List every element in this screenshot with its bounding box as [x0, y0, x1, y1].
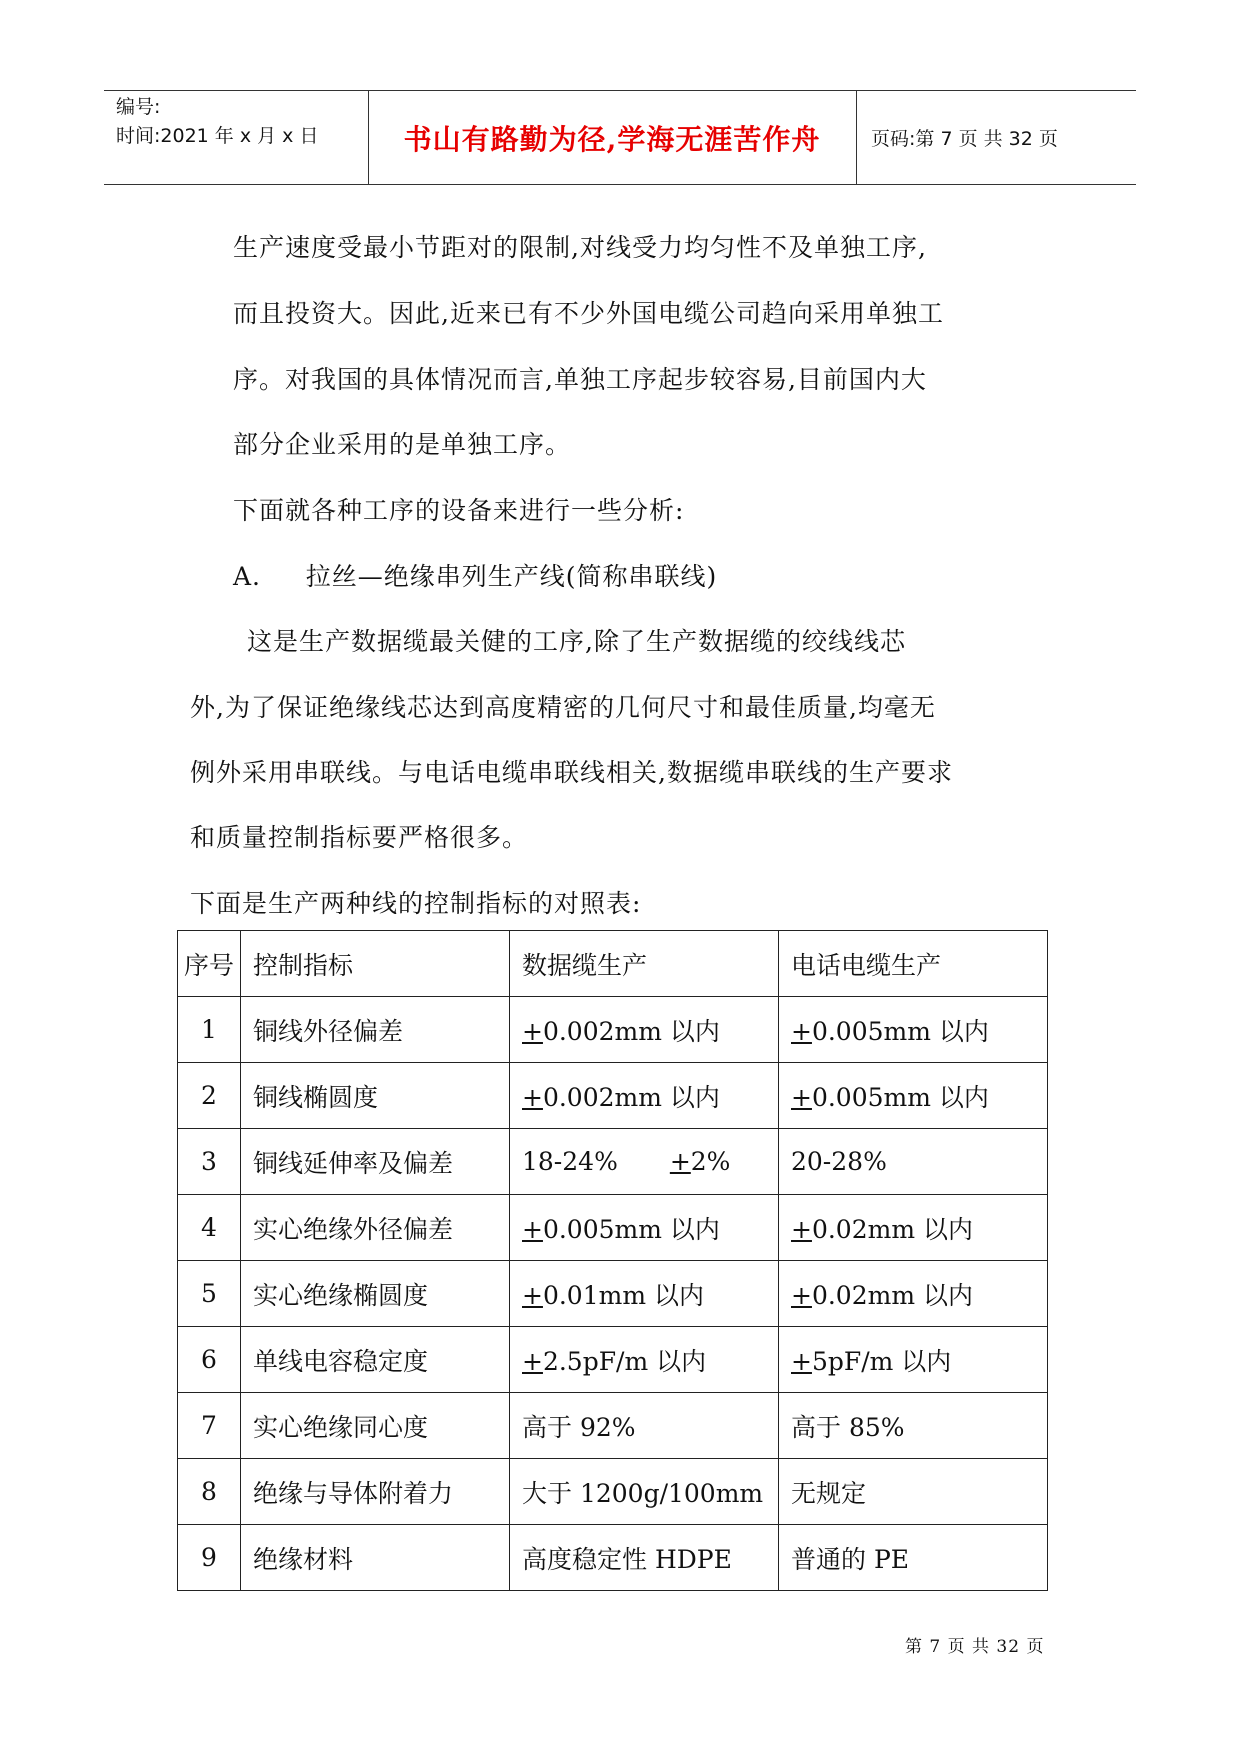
value-text: 高于 92% [522, 1412, 636, 1442]
row-indicator: 绝缘与导体附着力 [241, 1459, 510, 1525]
table-row [178, 1525, 1048, 1591]
value-text: 0.005mm 以内 [811, 1082, 989, 1112]
table-row [178, 1459, 1048, 1525]
row-data-value [510, 1129, 779, 1195]
row-index: 6 [178, 1327, 241, 1393]
plus-minus-sign: + [522, 1016, 543, 1046]
body-line: 序。对我国的具体情况而言,单独工序起步较容易,目前国内大 [233, 365, 927, 394]
page-header [104, 90, 1136, 185]
row-index: 2 [178, 1063, 241, 1129]
header-data-cable: 数据缆生产 [510, 931, 779, 997]
body-line: 外,为了保证绝缘线芯达到高度精密的几何尺寸和最佳质量,均毫无 [190, 693, 936, 722]
row-index: 4 [178, 1195, 241, 1261]
row-data-value [510, 997, 779, 1063]
row-indicator: 实心绝缘外径偏差 [241, 1195, 510, 1261]
value-text: 20-28% [791, 1147, 887, 1176]
document-number: 编号: [116, 96, 161, 118]
plus-minus-sign: + [791, 1214, 812, 1244]
value-text: 0.02mm 以内 [811, 1280, 973, 1310]
row-tel-value [779, 1195, 1048, 1261]
value-text: 5pF/m 以内 [811, 1346, 952, 1376]
header-page-number: 页码:第 7 页 共 32 页 [871, 128, 1058, 150]
page-footer: 第 7 页 共 32 页 [905, 1637, 1045, 1657]
row-index: 3 [178, 1129, 241, 1195]
header-motto: 书山有路勤为径,学海无涯苦作舟 [403, 122, 821, 156]
row-data-value [510, 1063, 779, 1129]
table-row [178, 1327, 1048, 1393]
value-text: 普通的 PE [791, 1544, 910, 1574]
row-tel-value [779, 1327, 1048, 1393]
row-indicator: 实心绝缘椭圆度 [241, 1261, 510, 1327]
header-index: 序号 [178, 931, 241, 997]
body-line: 例外采用串联线。与电话电缆串联线相关,数据缆串联线的生产要求 [190, 758, 953, 787]
value-text: 0.002mm 以内 [542, 1016, 720, 1046]
value-text: 0.005mm 以内 [811, 1016, 989, 1046]
document-time: 时间:2021 年 x 月 x 日 [116, 125, 319, 147]
table-row [178, 1261, 1048, 1327]
row-tel-value [779, 1129, 1048, 1195]
value-text: 高于 85% [791, 1412, 905, 1442]
value-text: 0.02mm 以内 [811, 1214, 973, 1244]
value-text: 18-24% [522, 1147, 618, 1176]
row-indicator: 绝缘材料 [241, 1525, 510, 1591]
row-data-value [510, 1327, 779, 1393]
row-tel-value [779, 1261, 1048, 1327]
plus-minus-sign: + [522, 1214, 543, 1244]
row-tel-value [779, 997, 1048, 1063]
tolerance-text: 2% [690, 1147, 731, 1176]
row-indicator: 铜线外径偏差 [241, 997, 510, 1063]
header-divider [856, 91, 857, 184]
body-line: 而且投资大。因此,近来已有不少外国电缆公司趋向采用单独工 [233, 299, 944, 328]
plus-minus-sign: + [791, 1280, 812, 1310]
row-data-value [510, 1525, 779, 1591]
row-tel-value [779, 1063, 1048, 1129]
plus-minus-sign: + [791, 1346, 812, 1376]
row-data-value [510, 1195, 779, 1261]
value-text: 0.01mm 以内 [542, 1280, 704, 1310]
row-data-value [510, 1459, 779, 1525]
body-line: 这是生产数据缆最关健的工序,除了生产数据缆的绞线线芯 [247, 627, 906, 656]
value-text: 无规定 [791, 1478, 867, 1508]
table-row [178, 1129, 1048, 1195]
value-text: 0.005mm 以内 [542, 1214, 720, 1244]
control-indicator-table [177, 930, 1048, 1591]
header-meta [116, 93, 368, 151]
body-line: 生产速度受最小节距对的限制,对线受力均匀性不及单独工序, [233, 233, 927, 262]
row-index: 7 [178, 1393, 241, 1459]
row-index: 5 [178, 1261, 241, 1327]
table-row [178, 1393, 1048, 1459]
plus-minus-sign: + [522, 1280, 543, 1310]
row-index: 8 [178, 1459, 241, 1525]
section-heading: A. 拉丝—绝缘串列生产线(简称串联线) [233, 562, 718, 591]
plus-minus-sign: + [791, 1016, 812, 1046]
table-caption: 下面是生产两种线的控制指标的对照表: [190, 889, 642, 918]
row-data-value [510, 1261, 779, 1327]
value-text: 2.5pF/m 以内 [542, 1346, 707, 1376]
row-tel-value [779, 1525, 1048, 1591]
plus-minus-sign: + [669, 1147, 691, 1176]
table-row [178, 1195, 1048, 1261]
row-index: 9 [178, 1525, 241, 1591]
row-indicator: 单线电容稳定度 [241, 1327, 510, 1393]
body-line: 和质量控制指标要严格很多。 [190, 823, 529, 852]
plus-minus-sign: + [522, 1346, 543, 1376]
row-data-value [510, 1393, 779, 1459]
value-text: 大于 1200g/100mm [522, 1478, 764, 1508]
row-tel-value [779, 1393, 1048, 1459]
value-text: 高度稳定性 HDPE [522, 1544, 732, 1574]
table-row [178, 997, 1048, 1063]
value-text: 0.002mm 以内 [542, 1082, 720, 1112]
table-header-row [178, 931, 1048, 997]
plus-minus-sign: + [791, 1082, 812, 1112]
plus-minus-sign: + [522, 1082, 543, 1112]
header-indicator: 控制指标 [241, 931, 510, 997]
row-tel-value [779, 1459, 1048, 1525]
row-indicator: 铜线延伸率及偏差 [241, 1129, 510, 1195]
header-telephone-cable: 电话电缆生产 [779, 931, 1048, 997]
table-row [178, 1063, 1048, 1129]
body-line: 下面就各种工序的设备来进行一些分析: [233, 496, 685, 525]
body-line: 部分企业采用的是单独工序。 [233, 430, 572, 459]
row-indicator: 实心绝缘同心度 [241, 1393, 510, 1459]
row-index: 1 [178, 997, 241, 1063]
row-indicator: 铜线椭圆度 [241, 1063, 510, 1129]
